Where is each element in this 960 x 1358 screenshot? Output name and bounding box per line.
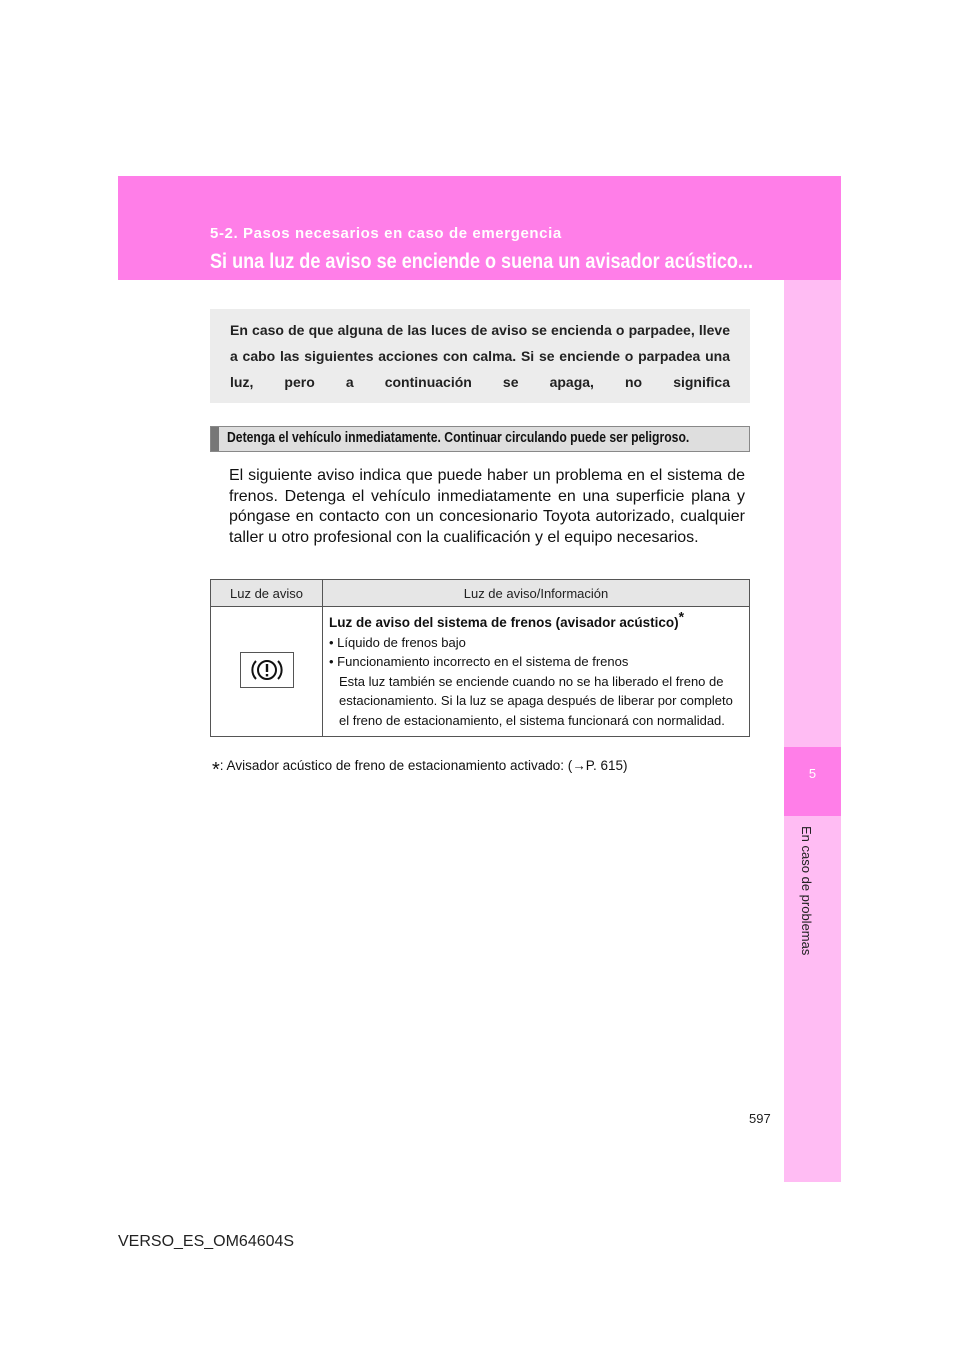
body-paragraph: El siguiente aviso indica que puede haber un problema en el sistema de frenos. Detenga el vehículo inmediatamente en una superficie plana y póngase en contacto con un concesionario Toyota autorizado, cualquier taller u otro profesional con la cualificación y el equipo necesarios. [229, 467, 745, 546]
warning-note: Esta luz también se enciende cuando no se ha liberado el freno de estacionamiento. Si la luz se apaga después de liberar por completo el freno de estacionamiento, el sistema funcionará con normalidad. [339, 673, 733, 728]
list-item: • Líquido de frenos bajo [329, 634, 466, 650]
list-item: • Funcionamiento incorrecto en el sistema de frenos [329, 654, 629, 669]
warning-title-text: Luz de aviso del sistema de frenos (avisador acústico) [329, 615, 679, 630]
chapter-label: En caso de problemas [799, 826, 814, 956]
intro-box [210, 309, 750, 403]
warning-title [329, 608, 741, 633]
step-marker [211, 427, 219, 451]
step-heading-text: Detenga el vehículo inmediatamente. Continuar circulando puede ser peligroso. [227, 430, 690, 446]
table-header-light: Luz de aviso [211, 580, 323, 607]
table-row [211, 607, 750, 737]
chapter-number: 5 [808, 766, 817, 781]
footnote-text: : Avisador acústico de freno de estacionamiento activado: (→P. 615) [219, 758, 628, 773]
table-header-row [211, 580, 750, 607]
footnote-mark: * [212, 759, 220, 781]
chapter-sidebar [784, 280, 841, 1182]
table-header-info: Luz de aviso/Información [323, 580, 750, 607]
page-title: Si una luz de aviso se enciende o suena un avisador acústico... [210, 250, 753, 273]
chapter-tab-active[interactable] [784, 747, 841, 816]
section-label: 5-2. Pasos necesarios en caso de emergencia [210, 225, 562, 242]
warning-info-cell [323, 607, 750, 737]
warning-title-mark: * [678, 608, 685, 625]
footnote [212, 758, 628, 782]
warning-light-table [210, 579, 750, 737]
step-heading [210, 426, 750, 452]
brake-warning-icon [240, 652, 294, 688]
page-number: 597 [749, 1111, 771, 1126]
warning-light-cell [211, 607, 323, 737]
chapter-label-container [784, 826, 841, 976]
document-code: VERSO_ES_OM64604S [118, 1233, 295, 1250]
intro-text: En caso de que alguna de las luces de aviso se encienda o parpadee, lleve a cabo las siguientes acciones con calma. Si se enciende o parpadea una luz, pero a continuación se apaga, no significa [230, 322, 730, 390]
